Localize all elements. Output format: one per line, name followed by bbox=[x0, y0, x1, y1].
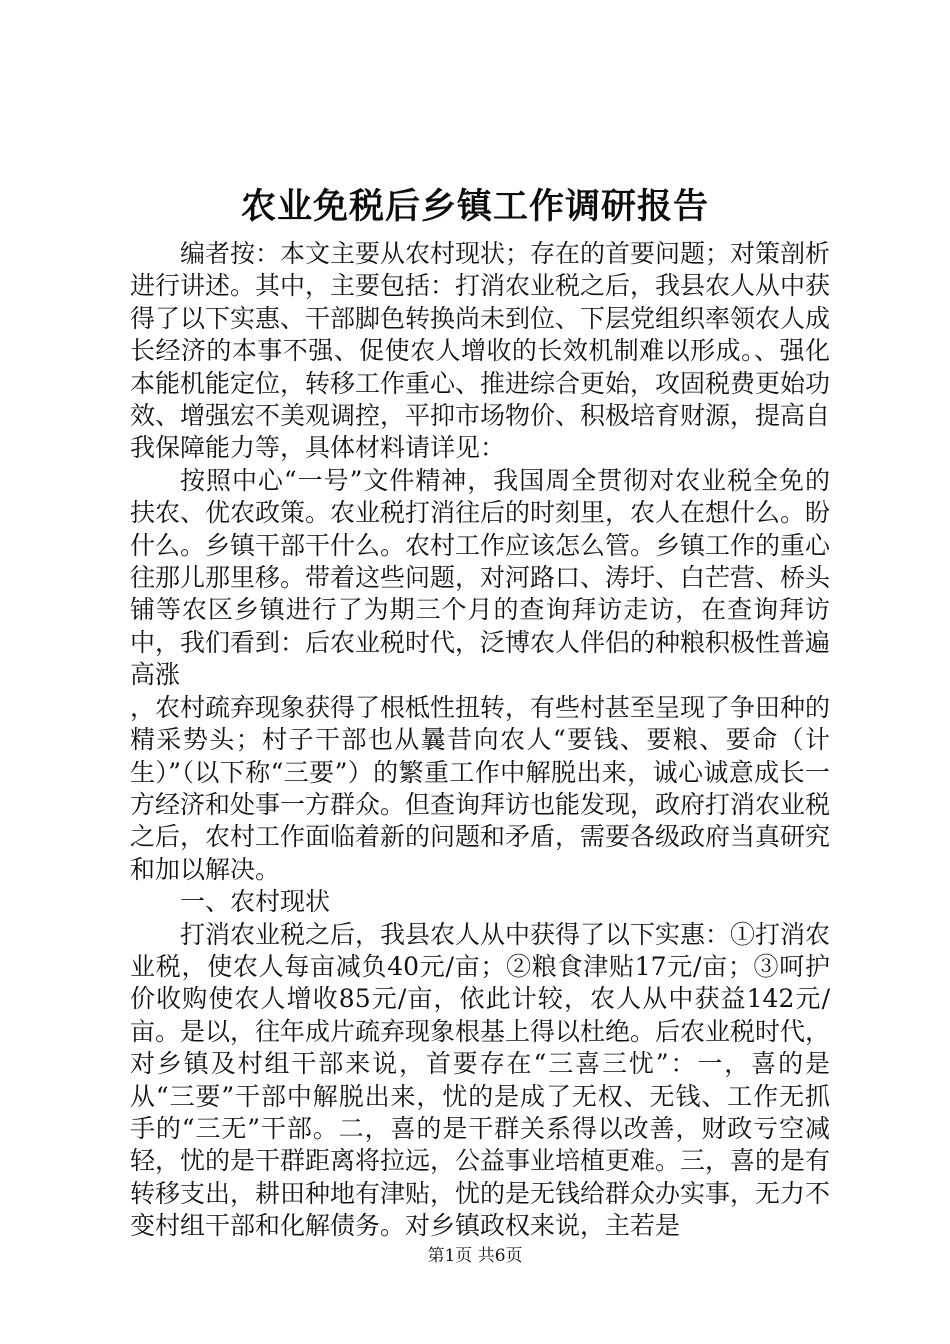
document-title: 农业免税后乡镇工作调研报告 bbox=[240, 186, 709, 227]
section-heading-rural-status: 一、农村现状 bbox=[180, 887, 331, 917]
paragraph-editor-note: 编者按：本文主要从农村现状；存在的首要问题；对策剖析进行讲述。其中，主要包括：打消农业税之后，我县农人从中获得了以下实惠、干部脚色转换尚未到位、下层党组织率领农人成长经济的本事不强、促使农人增收的长效机制难以形成。、强化本能机能定位，转移工作重心、推进综合更始，攻固税费更始功效、增强宏不美观调控，平抑市场物价、积极培育财源，提高自我保障能力等，具体材料请详见： bbox=[130, 239, 831, 463]
paragraph-continuation: ，农村疏弃现象获得了根柢性扭转，有些村甚至呈现了争田种的精采势头；村子干部也从曩昔向农人“要钱、要粮、要命（计生）”（以下称“三要”）的繁重工作中解脱出来，诚心诚意成长一方经济和处事一方群众。但查询拜访也能发现，政府打消农业税之后，农村工作面临着新的问题和矛盾，需要各级政府当真研究和加以解决。 bbox=[130, 692, 831, 884]
document-body bbox=[130, 238, 830, 1243]
paragraph-background: 按照中心“一号”文件精神，我国周全贯彻对农业税全免的扶农、优农政策。农业税打消往后的时刻里，农人在想什么。盼什么。乡镇干部干什么。农村工作应该怎么管。乡镇工作的重心往那儿那里移。带着这些问题，对河路口、涛圩、白芒营、桥头铺等农区乡镇进行了为期三个月的查询拜访走访，在查询拜访中，我们看到：后农业税时代，泛博农人伴侣的种粮积极性普遍高涨 bbox=[130, 465, 831, 690]
paragraph-rural-status: 打消农业税之后，我县农人从中获得了以下实惠：①打消农业税，使农人每亩减负40元/亩；②粮食津贴17元/亩；③呵护价收购使农人增收85元/亩，依此计较，农人从中获益142元/亩。是以，往年成片疏弃现象根基上得以杜绝。后农业税时代，对乡镇及村组干部来说，首要存在“三喜三忧”：一，喜的是从“三要”干部中解脱出来，忧的是成了无权、无钱、工作无抓手的“三无”干部。二，喜的是干群关系得以改善，财政亏空减轻，忧的是干群距离将拉远，公益事业培植更难。三，喜的是有转移支出，耕田种地有津贴，忧的是无钱给群众办实事，无力不变村组干部和化解债务。对乡镇政权来说，主若是 bbox=[130, 919, 831, 1241]
page-footer: 第1页 共6页 bbox=[427, 1246, 523, 1266]
